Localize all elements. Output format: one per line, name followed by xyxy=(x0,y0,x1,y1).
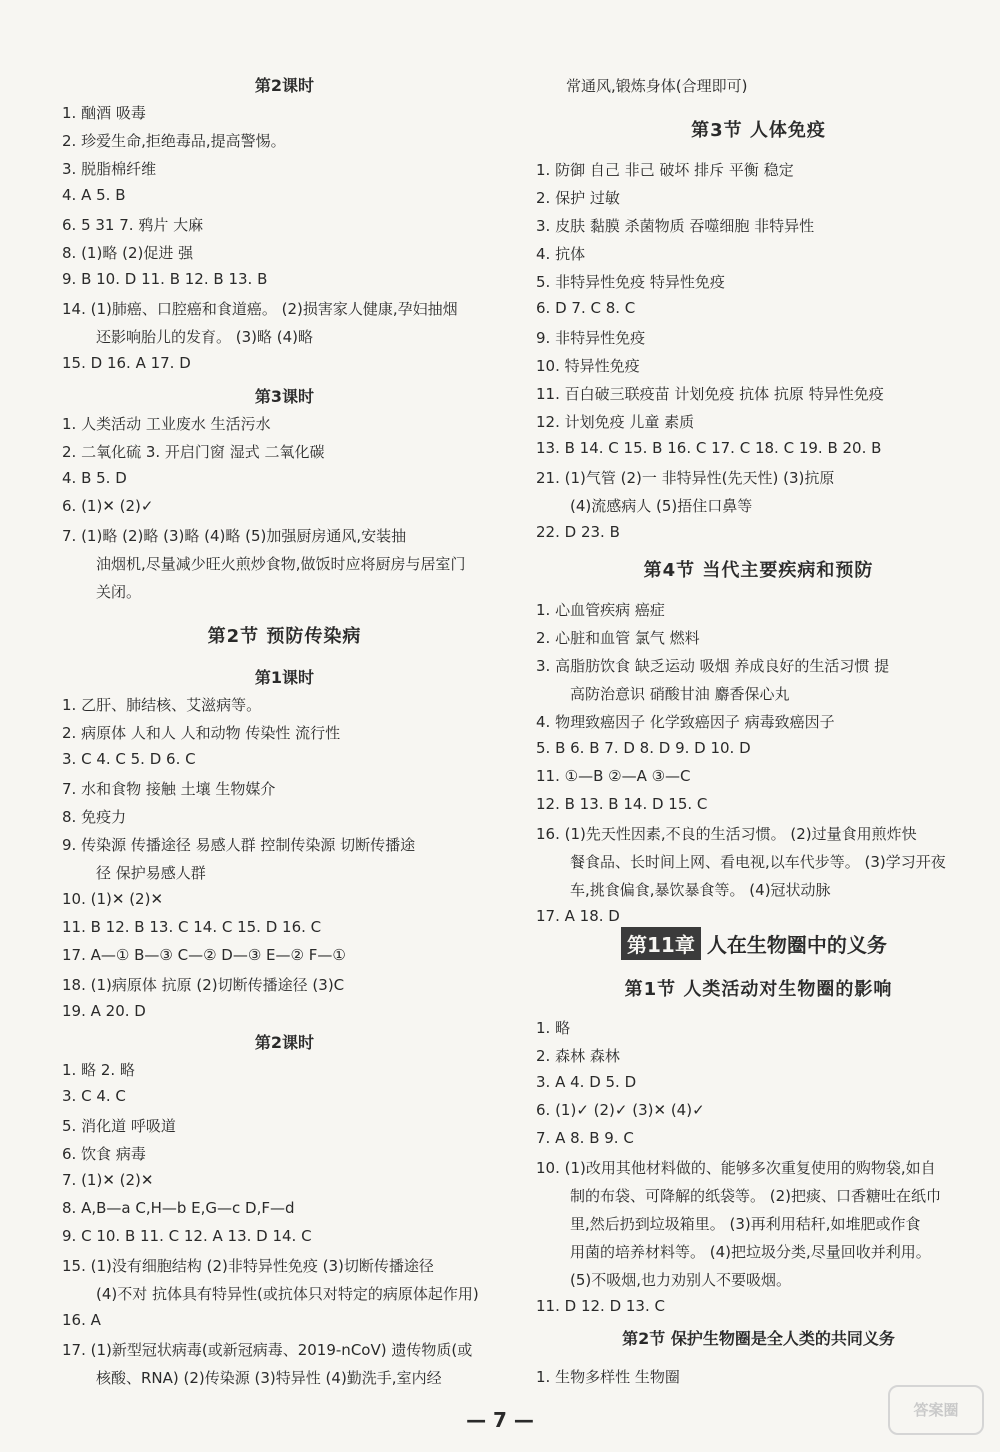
answer-line: 22. D 23. B xyxy=(536,523,620,541)
answer-line: 7. A 8. B 9. C xyxy=(536,1129,634,1147)
answer-line: 用菌的培养材料等。 (4)把垃圾分类,尽量回收并利用。 xyxy=(570,1243,931,1261)
answer-line: 4. A 5. B xyxy=(62,186,126,204)
answer-line: 15. D 16. A 17. D xyxy=(62,354,191,372)
answer-line: 6. 5 31 7. 鸦片 大麻 xyxy=(62,216,204,234)
answer-line: 1. 生物多样性 生物圈 xyxy=(536,1368,680,1386)
answer-line: 径 保护易感人群 xyxy=(96,864,206,882)
section-title: 第3节 人体免疫 xyxy=(691,120,826,141)
answer-line: 4. 物理致癌因子 化学致癌因子 病毒致癌因子 xyxy=(536,713,835,731)
answer-line: 5. 消化道 呼吸道 xyxy=(62,1117,176,1135)
answer-line: 4. 抗体 xyxy=(536,245,586,263)
answer-line: 8. A,B—a C,H—b E,G—c D,F—d xyxy=(62,1199,295,1217)
answer-line: 5. 非特异性免疫 特异性免疫 xyxy=(536,273,725,291)
answer-line: 14. (1)肺癌、口腔癌和食道癌。 (2)损害家人健康,孕妇抽烟 xyxy=(62,300,458,318)
chapter-title: 人在生物圈中的义务 xyxy=(706,933,887,957)
answer-line: 2. 病原体 人和人 人和动物 传染性 流行性 xyxy=(62,724,341,742)
chapter-tag: 第11章 xyxy=(621,927,701,960)
answer-line: 17. A 18. D xyxy=(536,907,620,925)
answer-line: 6. (1)✕ (2)✓ xyxy=(62,497,154,515)
answer-line: 里,然后扔到垃圾箱里。 (3)再利用秸秆,如堆肥或作食 xyxy=(570,1215,921,1233)
answer-line: 17. (1)新型冠状病毒(或新冠病毒、2019-nCoV) 遗传物质(或 xyxy=(62,1341,473,1359)
answer-line: 1. 防御 自己 非己 破坏 排斥 平衡 稳定 xyxy=(536,161,794,179)
answer-line: 4. B 5. D xyxy=(62,469,127,487)
section-heading: 第2节 保护生物圈是全人类的共同义务 xyxy=(622,1329,895,1348)
answer-line: 7. 水和食物 接触 土壤 生物媒介 xyxy=(62,780,276,798)
answer-line: 11. ①—B ②—A ③—C xyxy=(536,767,691,785)
section-heading: 第2课时 xyxy=(254,76,315,95)
answer-line: 3. C 4. C 5. D 6. C xyxy=(62,750,196,768)
answer-line: 餐食品、长时间上网、看电视,以车代步等。 (3)学习开夜 xyxy=(570,853,946,871)
answer-line: 9. B 10. D 11. B 12. B 13. B xyxy=(62,270,268,288)
answer-line: 关闭。 xyxy=(96,583,142,601)
answer-line: 1. 酗酒 吸毒 xyxy=(62,104,146,122)
watermark-logo: 答案圈 xyxy=(888,1385,984,1435)
answer-line: 19. A 20. D xyxy=(62,1002,146,1020)
answer-line: (5)不吸烟,也力劝别人不要吸烟。 xyxy=(570,1271,792,1289)
section-title: 第1节 人类活动对生物圈的影响 xyxy=(624,979,893,1000)
section-title: 第2节 预防传染病 xyxy=(207,626,362,647)
answer-line: 12. 计划免疫 儿童 素质 xyxy=(536,413,695,431)
section-heading: 第2课时 xyxy=(254,1033,315,1052)
chapter-heading xyxy=(621,927,887,960)
answer-line: 3. C 4. C xyxy=(62,1087,126,1105)
answer-line: 6. 饮食 病毒 xyxy=(62,1145,146,1163)
answer-line: 油烟机,尽量减少旺火煎炒食物,做饭时应将厨房与居室门 xyxy=(96,555,466,573)
answer-line: 10. (1)✕ (2)✕ xyxy=(62,890,164,908)
answer-line: 21. (1)气管 (2)一 非特异性(先天性) (3)抗原 xyxy=(536,469,835,487)
answer-line: 车,挑食偏食,暴饮暴食等。 (4)冠状动脉 xyxy=(570,881,831,899)
answer-line: 1. 心血管疾病 癌症 xyxy=(536,601,665,619)
answer-line: 10. (1)改用其他材料做的、能够多次重复使用的购物袋,如自 xyxy=(536,1159,936,1177)
answer-line: 9. 传染源 传播途径 易感人群 控制传染源 切断传播途 xyxy=(62,836,416,854)
answer-line: 7. (1)略 (2)略 (3)略 (4)略 (5)加强厨房通风,安装抽 xyxy=(62,527,407,545)
answer-line: 1. 略 xyxy=(536,1019,571,1037)
answer-line: 高防治意识 硝酸甘油 麝香保心丸 xyxy=(570,685,790,703)
answer-line: 3. 皮肤 黏膜 杀菌物质 吞噬细胞 非特异性 xyxy=(536,217,815,235)
answer-line: 13. B 14. C 15. B 16. C 17. C 18. C 19. B 20. B xyxy=(536,439,882,457)
answer-line: 3. 高脂肪饮食 缺乏运动 吸烟 养成良好的生活习惯 提 xyxy=(536,657,890,675)
answer-line: 3. 脱脂棉纤维 xyxy=(62,160,157,178)
answer-line: 核酸、RNA) (2)传染源 (3)特异性 (4)勤洗手,室内经 xyxy=(96,1369,442,1387)
section-heading: 第3课时 xyxy=(254,387,315,406)
answer-line: 8. (1)略 (2)促进 强 xyxy=(62,244,194,262)
answer-line: 还影响胎儿的发育。 (3)略 (4)略 xyxy=(96,328,314,346)
answer-line: 15. (1)没有细胞结构 (2)非特异性免疫 (3)切断传播途径 xyxy=(62,1257,434,1275)
answer-line: 5. B 6. B 7. D 8. D 9. D 10. D xyxy=(536,739,751,757)
answer-line: 常通风,锻炼身体(合理即可) xyxy=(566,77,748,95)
answer-line: 6. (1)✓ (2)✓ (3)✕ (4)✓ xyxy=(536,1101,705,1119)
answer-line: 2. 心脏和血管 氯气 燃料 xyxy=(536,629,700,647)
answer-line: 2. 二氧化硫 3. 开启门窗 湿式 二氧化碳 xyxy=(62,443,325,461)
answer-line: 7. (1)✕ (2)✕ xyxy=(62,1171,154,1189)
answer-line: 2. 保护 过敏 xyxy=(536,189,620,207)
answer-line: 制的布袋、可降解的纸袋等。 (2)把痰、口香糖吐在纸巾 xyxy=(570,1187,942,1205)
answer-line: 12. B 13. B 14. D 15. C xyxy=(536,795,708,813)
answer-line: 11. 百白破三联疫苗 计划免疫 抗体 抗原 特异性免疫 xyxy=(536,385,884,403)
section-heading: 第1课时 xyxy=(254,668,315,687)
answer-line: 8. 免疫力 xyxy=(62,808,127,826)
section-title: 第4节 当代主要疾病和预防 xyxy=(643,560,874,581)
answer-line: 16. A xyxy=(62,1311,101,1329)
answer-line: 18. (1)病原体 抗原 (2)切断传播途径 (3)C xyxy=(62,976,345,994)
answer-line: 1. 略 2. 略 xyxy=(62,1061,135,1079)
answer-line: 2. 森林 森林 xyxy=(536,1047,620,1065)
answer-line: 3. A 4. D 5. D xyxy=(536,1073,637,1091)
answer-line: 9. C 10. B 11. C 12. A 13. D 14. C xyxy=(62,1227,312,1245)
answer-line: 11. D 12. D 13. C xyxy=(536,1297,665,1315)
answer-line: 11. B 12. B 13. C 14. C 15. D 16. C xyxy=(62,918,322,936)
answer-line: 1. 乙肝、肺结核、艾滋病等。 xyxy=(62,696,262,714)
answer-line: 6. D 7. C 8. C xyxy=(536,299,636,317)
answer-line: 17. A—① B—③ C—② D—③ E—② F—① xyxy=(62,946,346,964)
answer-line: 16. (1)先天性因素,不良的生活习惯。 (2)过量食用煎炸快 xyxy=(536,825,917,843)
answer-line: 10. 特异性免疫 xyxy=(536,357,640,375)
answer-line: 1. 人类活动 工业废水 生活污水 xyxy=(62,415,271,433)
answer-line: 9. 非特异性免疫 xyxy=(536,329,646,347)
answer-line: 2. 珍爱生命,拒绝毒品,提高警惕。 xyxy=(62,132,286,150)
answer-line: (4)流感病人 (5)捂住口鼻等 xyxy=(570,497,753,515)
page-number: — 7 — xyxy=(466,1408,534,1432)
answer-line: (4)不对 抗体具有特异性(或抗体只对特定的病原体起作用) xyxy=(96,1285,479,1303)
